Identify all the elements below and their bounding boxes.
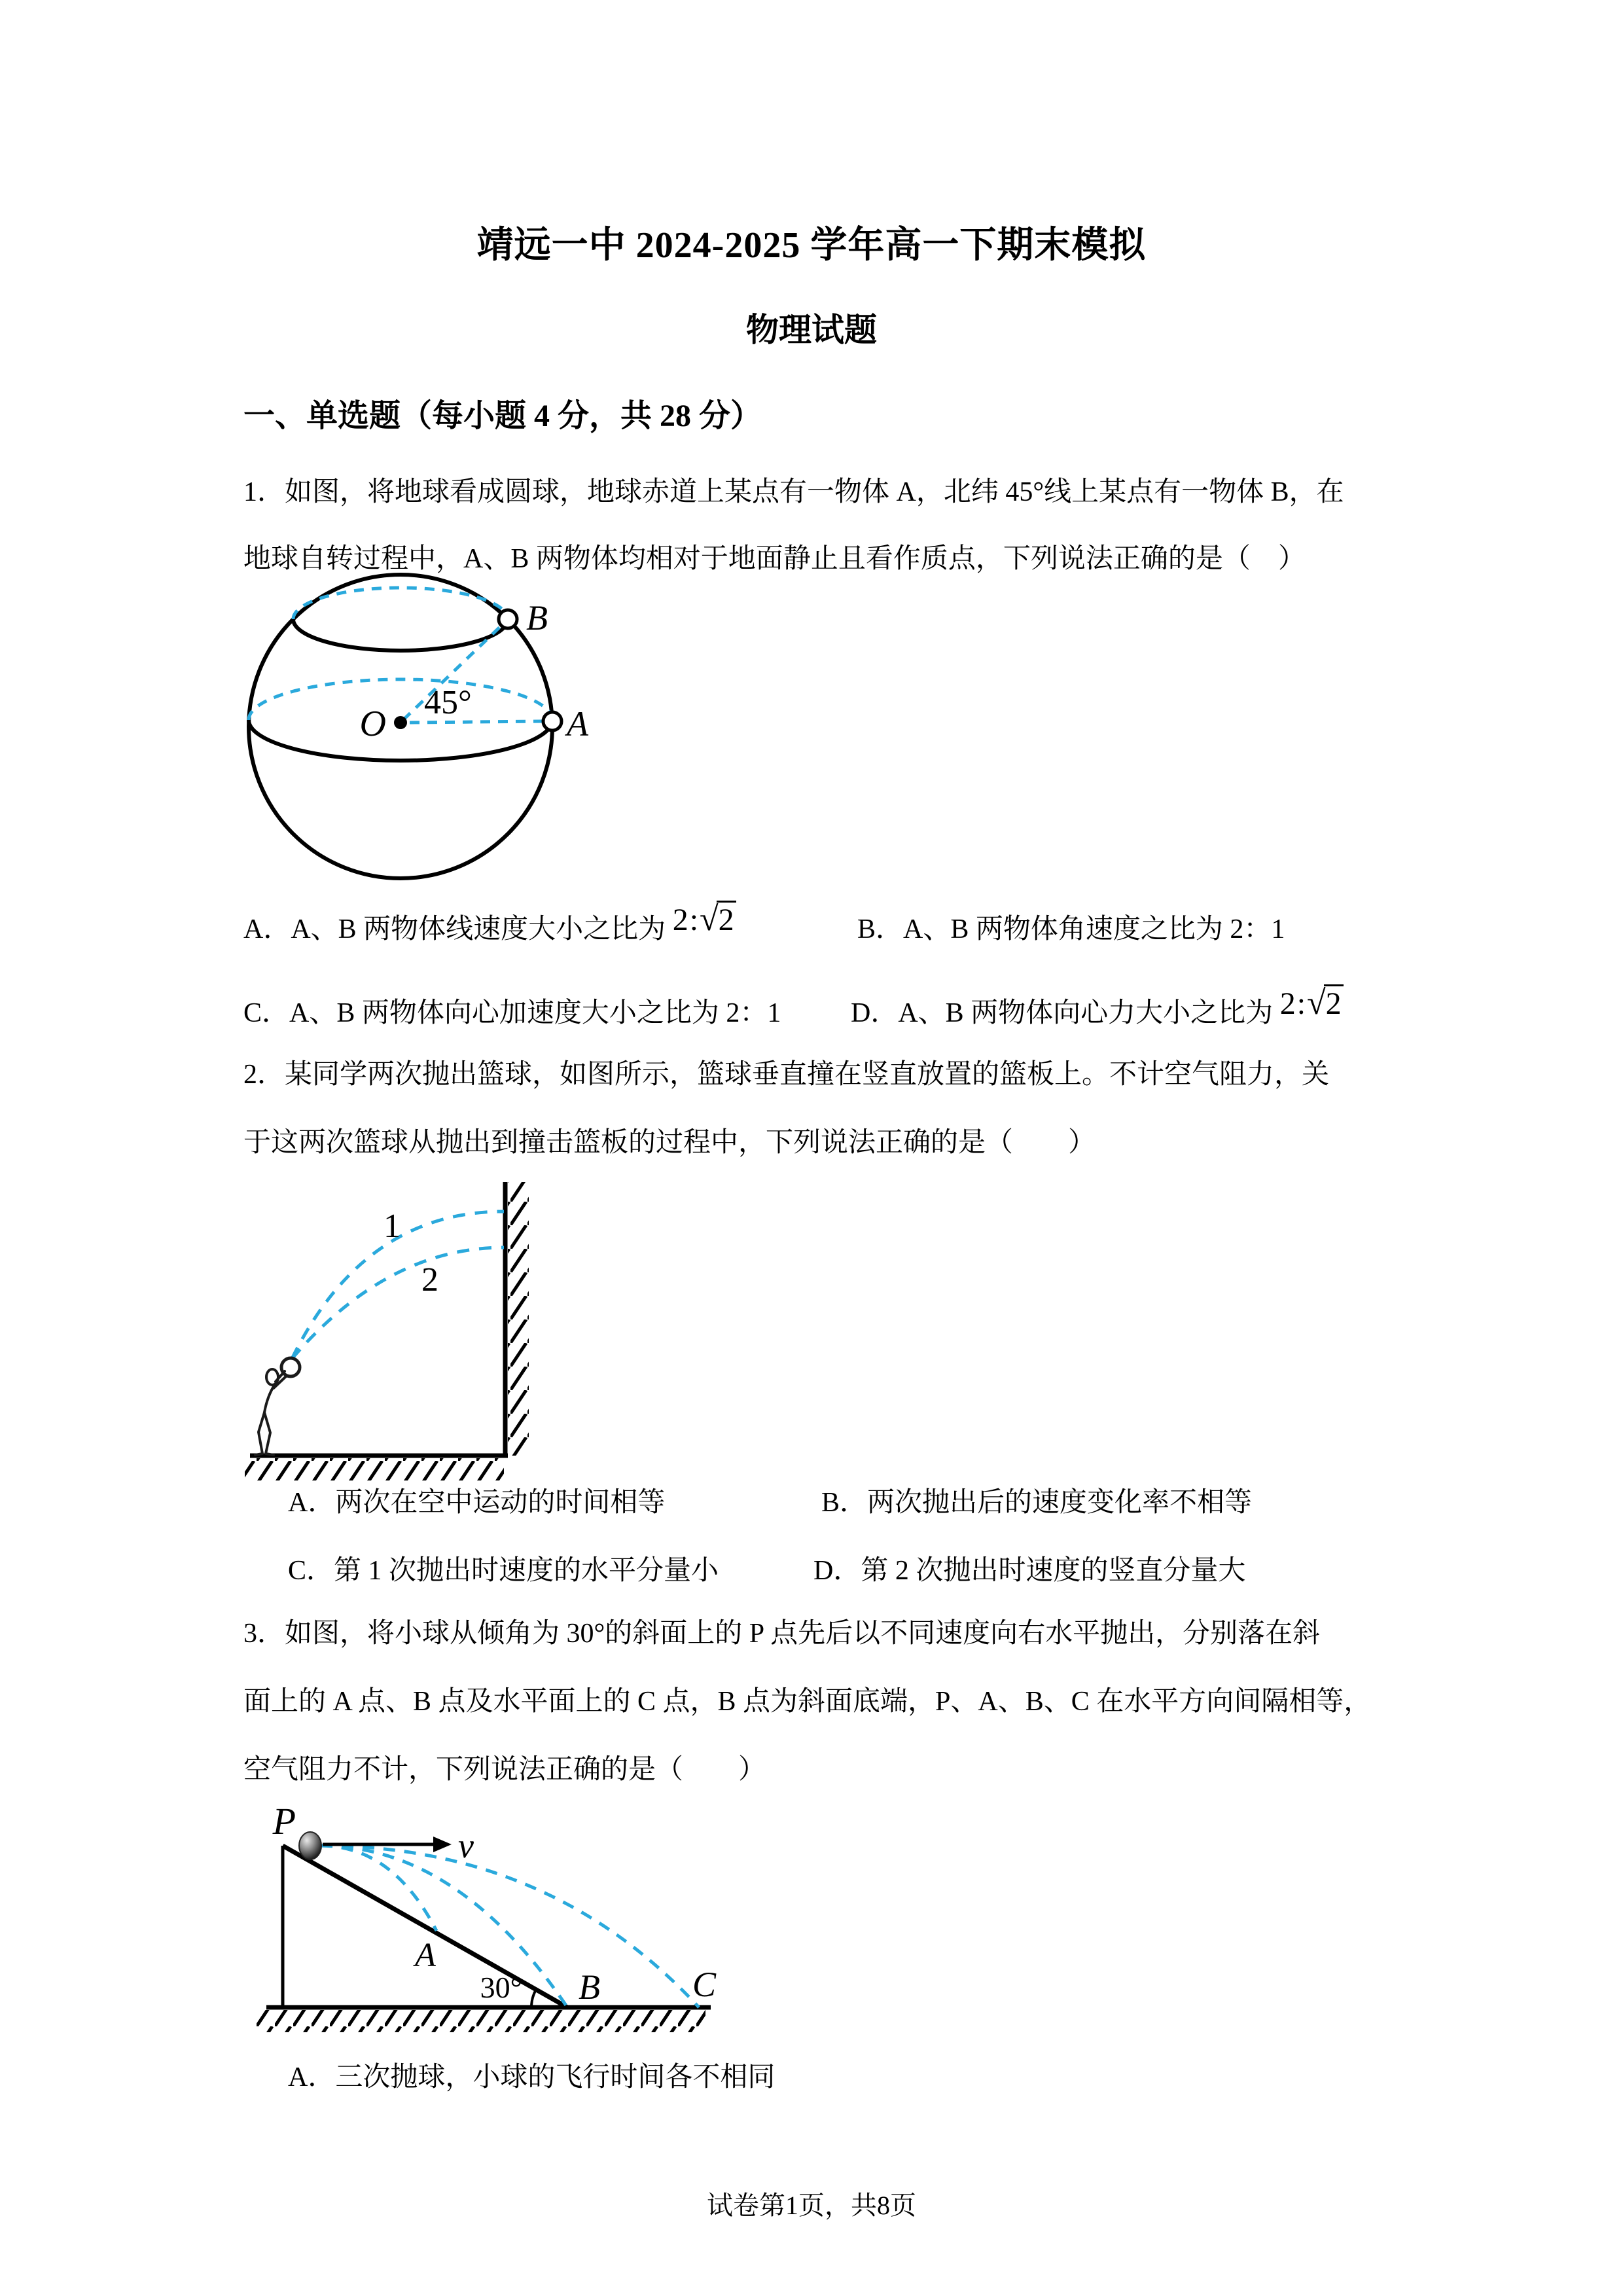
inclined-plane-diagram [236,1787,733,2049]
section-heading: 一、单选题（每小题 4 分，共 28 分） [243,399,762,433]
q2-option-d: D．第 2 次抛出时速度的竖直分量大 [813,1556,1246,1586]
point-c-label: C [692,1965,717,2004]
angle-45-label: 45° [424,684,472,721]
angle-arc [531,1990,536,2007]
trajectory-2-path [292,1247,504,1359]
ratio-lead: 2: [672,903,700,937]
trajectory-to-a-path [321,1846,437,1931]
q3-option-a: A．三次抛球，小球的飞行时间各不相同 [288,2062,776,2092]
ratio-2-sqrt2-d [1280,984,1344,1022]
earth-rotation-diagram [223,563,628,897]
page-title: 靖远一中 2024-2025 学年高一下期末模拟 [476,225,1147,266]
center-o-label: O [359,704,386,744]
point-b-marker [499,610,517,628]
sqrt-radical-sign-d: √ [1307,984,1324,1022]
q1-option-d-text: D．A、B 两物体向心力大小之比为 [851,998,1280,1028]
ball-at-p [299,1832,321,1859]
q1-option-d [851,984,1344,1030]
q3-line-1: 3．如图，将小球从倾角为 30°的斜面上的 P 点先后以不同速度向右水平抛出，分别落在斜 [243,1619,1321,1649]
q1-option-c: C．A、B 两物体向心加速度大小之比为 2：1 [243,998,781,1028]
q2-line-1: 2．某同学两次抛出篮球，如图所示，篮球垂直撞在竖直放置的篮板上。不计空气阻力，关 [243,1060,1330,1090]
equator-back-dashed-arc [249,679,552,720]
page-subtitle: 物理试题 [746,312,877,348]
point-b-label: B [579,1967,600,2007]
q2-option-a: A．两次在空中运动的时间相等 [288,1488,666,1518]
q1-option-b: B．A、B 两物体角速度之比为 2：1 [857,914,1285,944]
q3-line-3: 空气阻力不计，下列说法正确的是（ ） [243,1755,766,1785]
sqrt-radicand-d: 2 [1324,984,1344,1021]
q3-line-2: 面上的 A 点、B 点及水平面上的 C 点，B 点为斜面底端，P、A、B、C 在水平方向间隔相等， [243,1687,1372,1717]
point-b-label: B [526,598,548,637]
wall-hatching [508,1182,529,1456]
ratio-2-sqrt2 [673,900,736,939]
trajectory-2-label: 2 [421,1261,438,1299]
point-p-label: P [272,1800,296,1842]
trajectory-to-b-path [321,1846,567,2007]
sqrt-radical-sign: √ [700,901,717,938]
q2-line-2: 于这两次篮球从抛出到撞击篮板的过程中，下列说法正确的是（ ） [243,1128,1096,1158]
q2-option-b: B．两次抛出后的速度变化率不相等 [821,1488,1253,1518]
trajectory-1-label: 1 [383,1208,401,1245]
point-a-marker [543,712,562,730]
center-o-dot [394,716,407,729]
velocity-arrow-head [433,1837,452,1852]
player-leg-2 [255,1412,264,1455]
radius-oa-dashed-line [410,721,542,723]
latitude-front-arc [293,619,508,651]
basketball-backboard-diagram [223,1165,537,1492]
velocity-v-label: v [458,1826,474,1865]
player-figure [255,1358,300,1455]
q1-option-a-text: A．A、B 两物体线速度大小之比为 [243,914,673,944]
ground-hatching [245,1458,504,1480]
q1-line-2: 地球自转过程中，A、B 两物体均相对于地面静止且看作质点，下列说法正确的是（ ） [243,544,1306,574]
angle-30-label: 30° [480,1971,522,2004]
q2-option-c: C．第 1 次抛出时速度的水平分量小 [288,1556,719,1586]
q1-line-1: 1．如图，将地球看成圆球，地球赤道上某点有一物体 A，北纬 45°线上某点有一物体 B，在 [243,477,1344,507]
player-leg-1 [264,1412,274,1455]
ground-hatching [257,2010,705,2032]
q1-option-a [243,901,736,946]
point-a-label: A [567,704,588,744]
point-a-label: A [415,1937,436,1974]
sqrt-radicand: 2 [717,901,736,937]
ratio-lead-d: 2: [1279,986,1308,1021]
page-footer: 试卷第1页，共8页 [707,2191,916,2220]
